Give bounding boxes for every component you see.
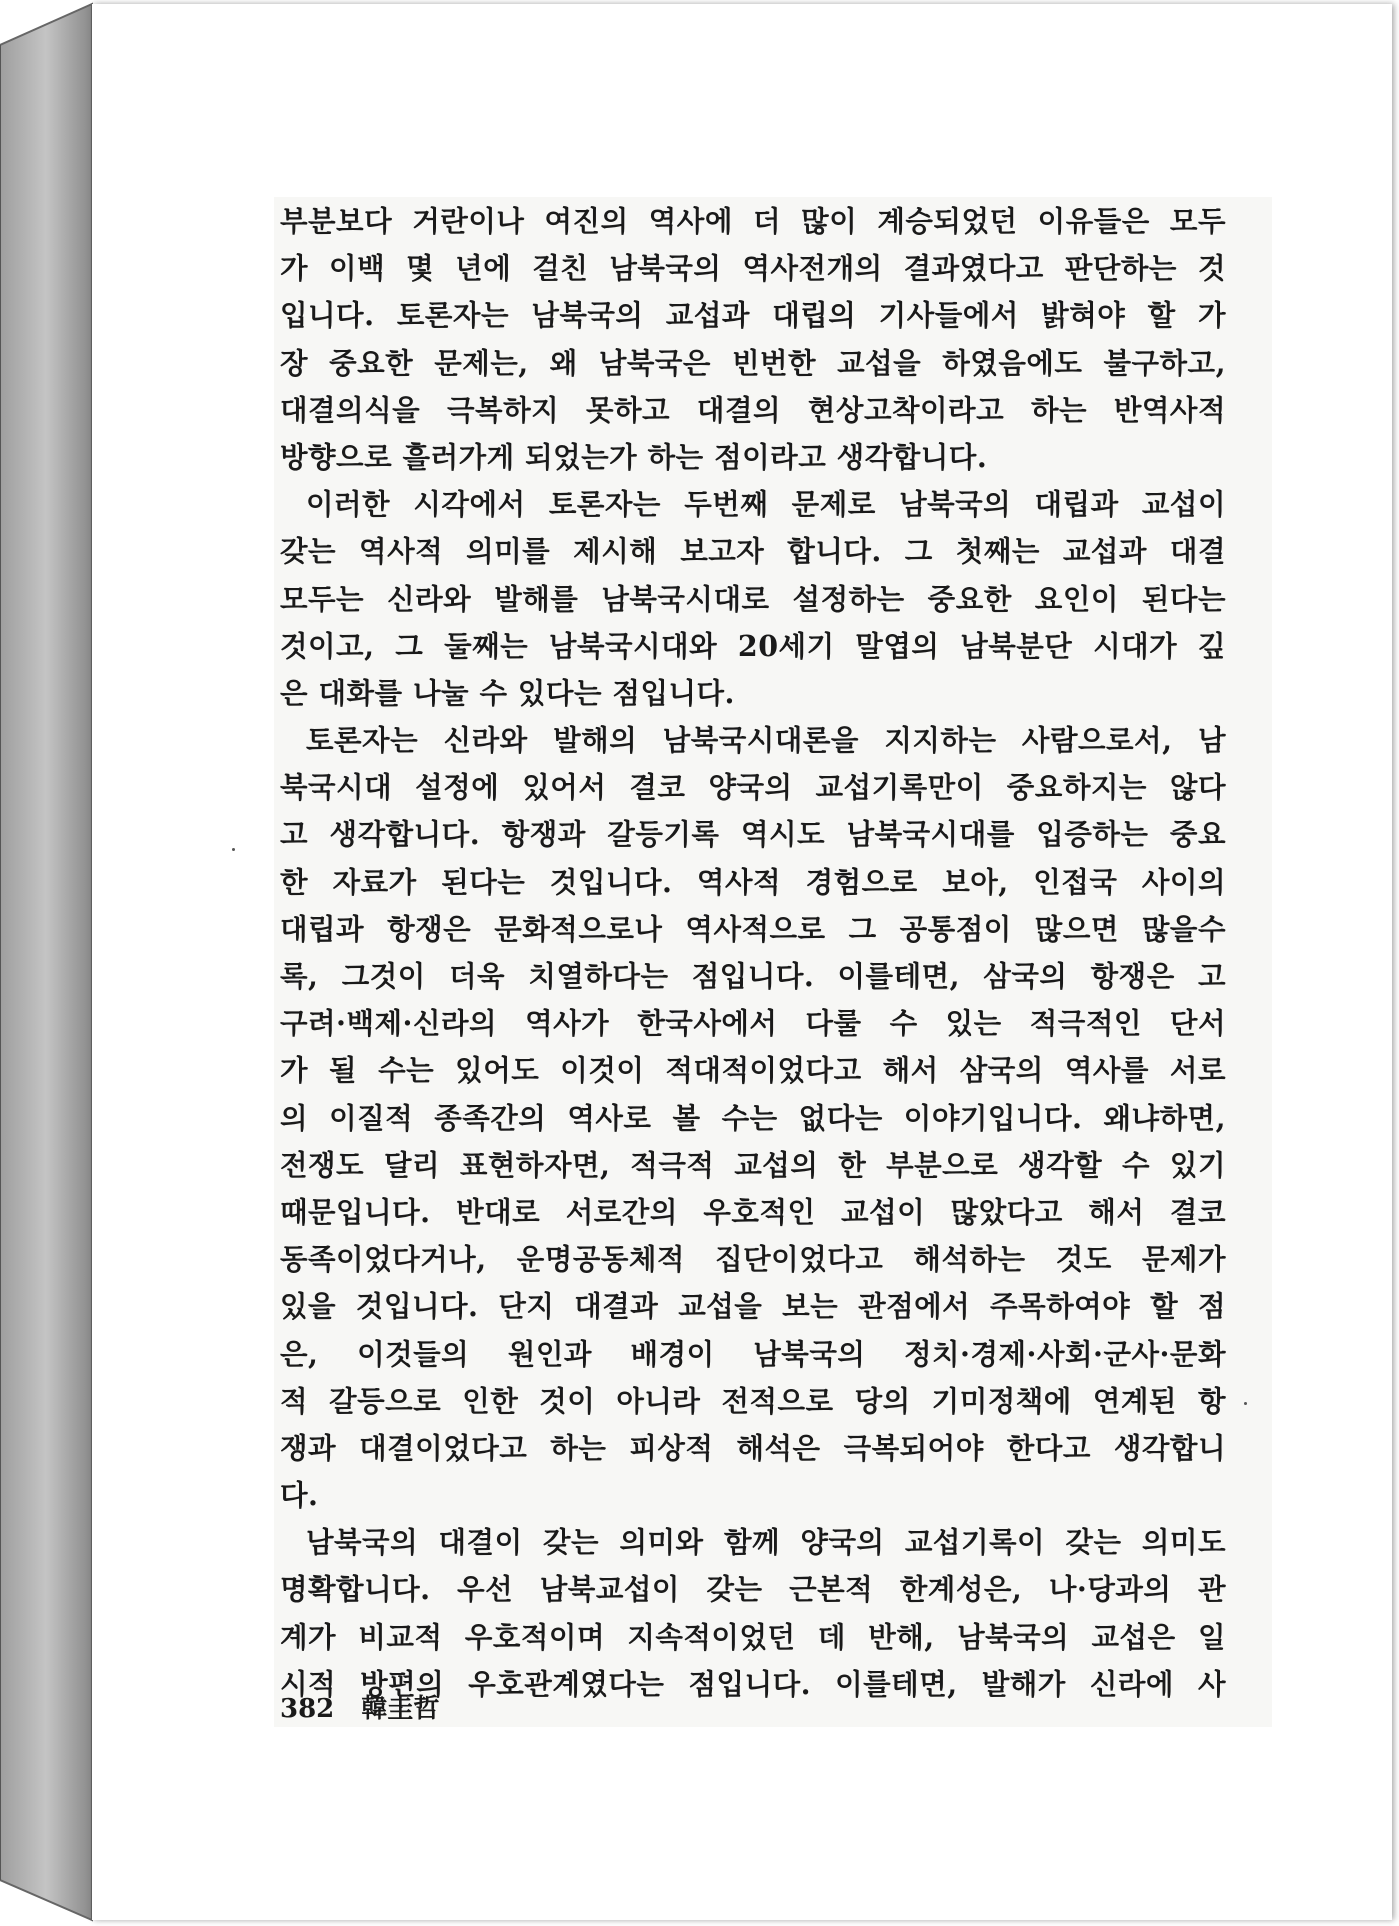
text-line: 갖는 역사적 의미를 제시해 보고자 합니다. 그 첫째는 교섭과 대결: [280, 534, 1226, 569]
page-number: 382: [280, 1694, 335, 1724]
text-line: 고 생각합니다. 항쟁과 갈등기록 역시도 남북국시대를 입증하는 중요: [280, 817, 1226, 852]
text-line: 계가 비교적 우호적이며 지속적이었던 데 반해, 남북국의 교섭은 일: [280, 1619, 1226, 1654]
text-line: 전쟁도 달리 표현하자면, 적극적 교섭의 한 부분으로 생각할 수 있기: [280, 1147, 1226, 1182]
text-line: 있을 것입니다. 단지 대결과 교섭을 보는 관점에서 주목하여야 할 점: [280, 1289, 1226, 1324]
body-text: [280, 198, 1226, 1708]
book-spine-shape: [0, 4, 92, 1920]
text-line: 북국시대 설정에 있어서 결코 양국의 교섭기록만이 중요하지는 않다: [280, 770, 1226, 805]
text-line: 명확합니다. 우선 남북교섭이 갖는 근본적 한계성은, 나·당과의 관: [280, 1572, 1226, 1607]
text-line: 가 될 수는 있어도 이것이 적대적이었다고 해서 삼국의 역사를 서로: [280, 1053, 1226, 1088]
text-line: 다.: [280, 1478, 319, 1513]
text-line: 장 중요한 문제는, 왜 남북국은 빈번한 교섭을 하였음에도 불구하고,: [280, 345, 1226, 380]
text-line: 가 이백 몇 년에 걸친 남북국의 역사전개의 결과였다고 판단하는 것: [280, 251, 1226, 286]
text-line: 시적 방편의 우호관계였다는 점입니다. 이를테면, 발해가 신라에 사: [280, 1666, 1226, 1701]
text-line: 방향으로 흘러가게 되었는가 하는 점이라고 생각합니다.: [280, 439, 988, 474]
text-line: 때문입니다. 반대로 서로간의 우호적인 교섭이 많았다고 해서 결코: [280, 1194, 1226, 1229]
text-line: 한 자료가 된다는 것입니다. 역사적 경험으로 보아, 인접국 사이의: [280, 864, 1226, 899]
scan-speck: [1244, 1402, 1247, 1405]
text-line: 쟁과 대결이었다고 하는 피상적 해석은 극복되어야 한다고 생각합니: [280, 1430, 1226, 1465]
text-line: 것이고, 그 둘째는 남북국시대와 20세기 말엽의 남북분단 시대가 깊: [280, 628, 1226, 663]
text-line: 입니다. 토론자는 남북국의 교섭과 대립의 기사들에서 밝혀야 할 가: [280, 298, 1226, 333]
text-line: 남북국의 대결이 갖는 의미와 함께 양국의 교섭기록이 갖는 의미도: [306, 1525, 1226, 1560]
text-line: 은, 이것들의 원인과 배경이 남북국의 정치·경제·사회·군사·문화: [280, 1336, 1226, 1371]
text-line: 동족이었다거나, 운명공동체적 집단이었다고 해석하는 것도 문제가: [280, 1242, 1226, 1277]
author-name: 韓圭哲: [361, 1694, 440, 1724]
text-line: 부분보다 거란이나 여진의 역사에 더 많이 계승되었던 이유들은 모두: [280, 204, 1226, 238]
text-line: 은 대화를 나눌 수 있다는 점입니다.: [280, 675, 735, 710]
text-line: 적 갈등으로 인한 것이 아니라 전적으로 당의 기미정책에 연계된 항: [280, 1383, 1226, 1418]
text-line: 토론자는 신라와 발해의 남북국시대론을 지지하는 사람으로서, 남: [306, 723, 1226, 758]
text-line: 대결의식을 극복하지 못하고 대결의 현상고착이라고 하는 반역사적: [280, 392, 1226, 427]
text-line: 이러한 시각에서 토론자는 두번째 문제로 남북국의 대립과 교섭이: [306, 487, 1226, 522]
text-line: 구려·백제·신라의 역사가 한국사에서 다룰 수 있는 적극적인 단서: [280, 1006, 1226, 1041]
text-line: 록, 그것이 더욱 치열하다는 점입니다. 이를테면, 삼국의 항쟁은 고: [280, 959, 1226, 993]
text-line: 모두는 신라와 발해를 남북국시대로 설정하는 중요한 요인이 된다는: [280, 581, 1226, 616]
text-line: 대립과 항쟁은 문화적으로나 역사적으로 그 공통점이 많으면 많을수: [280, 911, 1226, 946]
scan-speck: [232, 848, 235, 851]
text-line: 의 이질적 종족간의 역사로 볼 수는 없다는 이야기입니다. 왜냐하면,: [280, 1100, 1226, 1135]
page-footer: [280, 1688, 439, 1725]
